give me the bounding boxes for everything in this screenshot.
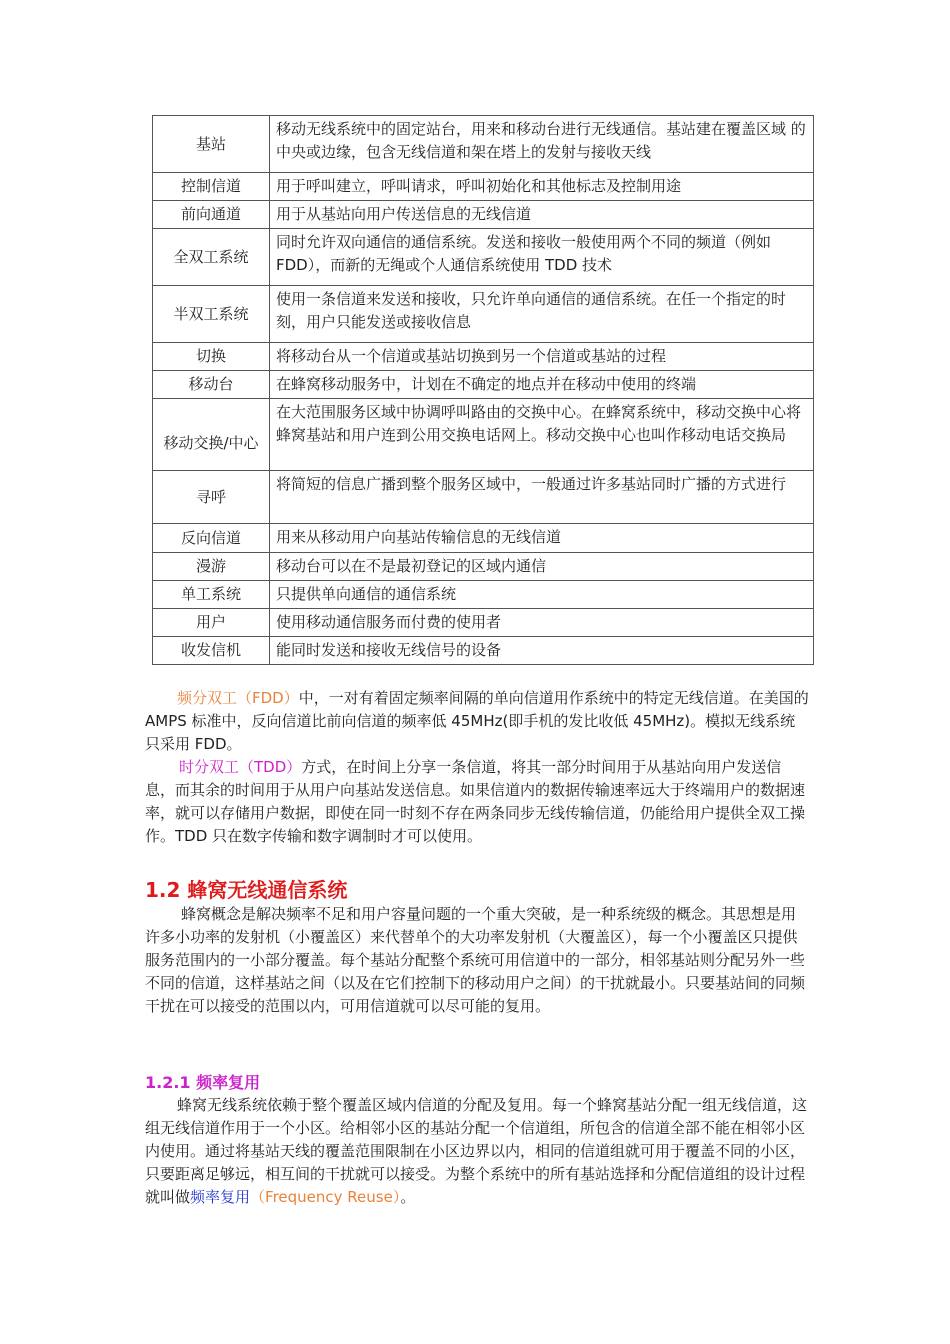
term-cell: 前向通道 (153, 201, 270, 229)
term-cell: 单工系统 (153, 581, 270, 609)
term-cell: 半双工系统 (153, 286, 270, 343)
term-cell: 漫游 (153, 553, 270, 581)
term-cell: 移动台 (153, 371, 270, 399)
definition-cell: 将移动台从一个信道或基站切换到另一个信道或基站的过程 (270, 343, 814, 371)
term-cell: 反向信道 (153, 524, 270, 553)
table-row (153, 471, 814, 524)
section-heading: 1.2 蜂窝无线通信系统 (145, 878, 348, 902)
definition-cell: 在蜂窝移动服务中，计划在不确定的地点并在移动中使用的终端 (270, 371, 814, 399)
definition-cell: 将简短的信息广播到整个服务区域中，一般通过许多基站同时广播的方式进行 (270, 471, 814, 524)
subsection-text: 蜂窝无线系统依赖于整个覆盖区域内信道的分配及复用。每一个蜂窝基站分配一组无线信道，这组无线信道作用于一个小区。给相邻小区的基站分配一个信道组，所包含的信道全部不能在相邻小区内使用。通过将基站天线的覆盖范围限制在小区边界以内，相同的信道组就可用于覆盖不同的小区，只要距离足够远，相互间的干扰就可以接受。为整个系统中的所有基站选择和分配信道组的设计过程就叫做 (145, 1096, 808, 1206)
tdd-text: 方式，在时间上分享一条信道，将其一部分时间用于从基站向用户发送信息，而其余的时间用于从用户向基站发送信息。如果信道内的数据传输速率远大于终端用户的数据速率，就可以存储用户数据，即使在同一时刻不存在两条同步无线传输信道，仍能给用户提供全双工操作。TDD 只在数字传输和数字调制时才可以使用。 (145, 758, 806, 845)
table-row (153, 399, 814, 471)
definition-cell: 移动台可以在不是最初登记的区域内通信 (270, 553, 814, 581)
fdd-text: 中，一对有着固定频率间隔的单向信道用作系统中的特定无线信道。在美国的 AMPS 标准中，反向信道比前向信道的频率低 45MHz(即手机的发比收低 45MHz)。模拟无线系统只采用 FDD。 (145, 689, 809, 753)
term-cell: 切换 (153, 343, 270, 371)
term-cell: 基站 (153, 116, 270, 173)
table-row (153, 553, 814, 581)
term-cell: 全双工系统 (153, 229, 270, 286)
table-row (153, 581, 814, 609)
definition-cell: 只提供单向通信的通信系统 (270, 581, 814, 609)
definition-cell: 用于呼叫建立，呼叫请求，呼叫初始化和其他标志及控制用途 (270, 173, 814, 201)
definition-cell: 移动无线系统中的固定站台，用来和移动台进行无线通信。基站建在覆盖区域 的中央或边缘，包含无线信道和架在塔上的发射与接收天线 (270, 116, 814, 173)
section-paragraph: 蜂窝概念是解决频率不足和用户容量问题的一个重大突破，是一种系统级的概念。其思想是用许多小功率的发射机（小覆盖区）来代替单个的大功率发射机（大覆盖区），每一个小覆盖区只提供服务范围内的一小部分覆盖。每个基站分配整个系统可用信道中的一部分，相邻基站则分配另外一些不同的信道，这样基站之间（以及在它们控制下的移动用户之间）的干扰就最小。只要基站间的同频干扰在可以接受的范围以内，可用信道就可以尽可能的复用。 (145, 905, 806, 1015)
fdd-term: 频分双工（FDD） (177, 689, 299, 707)
definition-cell: 用于从基站向用户传送信息的无线信道 (270, 201, 814, 229)
definition-cell: 同时允许双向通信的通信系统。发送和接收一般使用两个不同的频道（例如 FDD），而新的无绳或个人通信系统使用 TDD 技术 (270, 229, 814, 286)
term-cell: 寻呼 (153, 471, 270, 524)
fdd-paragraph (145, 687, 810, 756)
term-cell: 移动交换/中心 (153, 399, 270, 471)
table-row (153, 371, 814, 399)
terminology-table (152, 115, 814, 665)
table-row (153, 116, 814, 173)
definition-cell: 使用一条信道来发送和接收，只允许单向通信的通信系统。在任一个指定的时刻，用户只能发送或接收信息 (270, 286, 814, 343)
tdd-paragraph (145, 756, 810, 848)
frequency-reuse-english: （Frequency Reuse） (250, 1188, 401, 1206)
table-row (153, 609, 814, 637)
table-row (153, 201, 814, 229)
frequency-reuse-term: 频率复用 (190, 1188, 251, 1206)
table-row (153, 286, 814, 343)
subsection-end: 。 (400, 1188, 416, 1206)
definition-cell: 用来从移动用户向基站传输信息的无线信道 (270, 524, 814, 553)
subsection-heading: 1.2.1 频率复用 (145, 1073, 261, 1092)
table-row (153, 524, 814, 553)
definition-cell: 能同时发送和接收无线信号的设备 (270, 637, 814, 665)
table-row (153, 229, 814, 286)
term-cell: 用户 (153, 609, 270, 637)
subsection-paragraph (145, 1094, 810, 1209)
table-row (153, 343, 814, 371)
definition-cell: 在大范围服务区域中协调呼叫路由的交换中心。在蜂窝系统中，移动交换中心将蜂窝基站和用户连到公用交换电话网上。移动交换中心也叫作移动电话交换局 (270, 399, 814, 471)
table-row (153, 637, 814, 665)
definition-cell: 使用移动通信服务而付费的使用者 (270, 609, 814, 637)
tdd-term: 时分双工（TDD） (179, 758, 302, 776)
term-cell: 控制信道 (153, 173, 270, 201)
term-cell: 收发信机 (153, 637, 270, 665)
table-row (153, 173, 814, 201)
